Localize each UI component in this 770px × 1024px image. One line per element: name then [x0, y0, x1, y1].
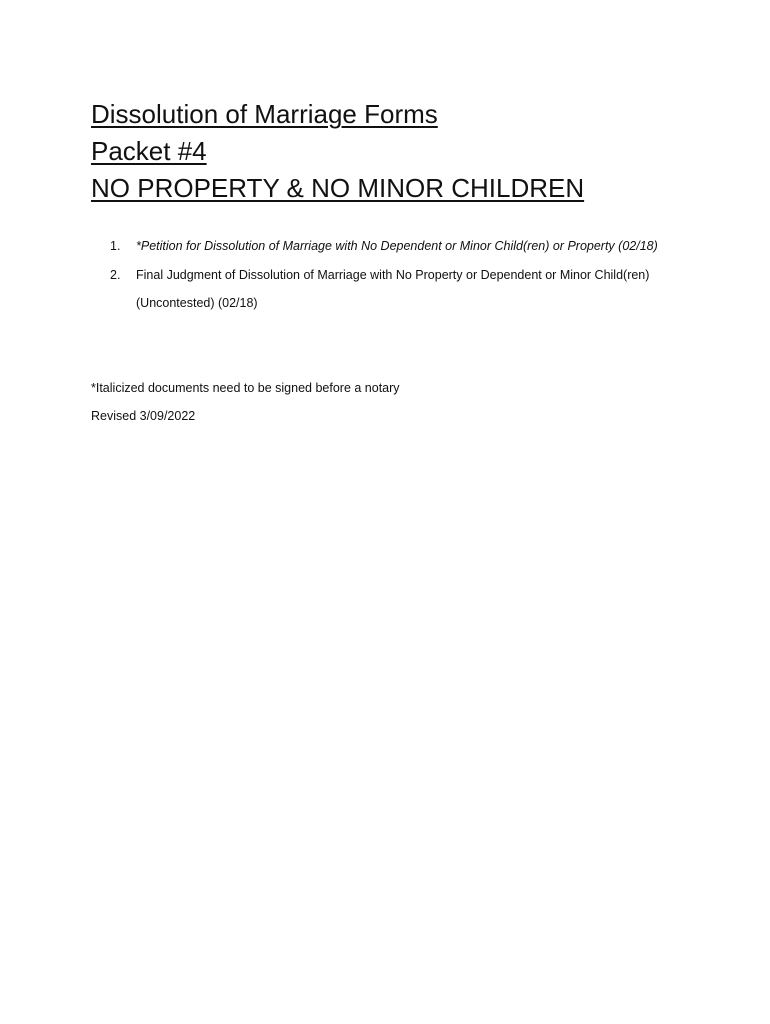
list-item: [110, 232, 710, 261]
heading-packet-type: NO PROPERTY & NO MINOR CHILDREN: [91, 173, 585, 203]
list-item: [110, 261, 710, 318]
notary-note: *Italicized documents need to be signed before a notary: [91, 381, 400, 395]
heading-title: Dissolution of Marriage Forms: [91, 99, 438, 129]
notes-block: [91, 374, 691, 430]
list-item-text: *Petition for Dissolution of Marriage with No Dependent or Minor Child(ren) or Property (02/18): [136, 239, 658, 253]
list-item-number: 2.: [110, 267, 121, 282]
heading-packet-number: Packet #4: [91, 136, 207, 166]
revision-date: Revised 3/09/2022: [91, 409, 196, 423]
packet-heading: [91, 96, 731, 207]
list-item-number: 1.: [110, 239, 121, 253]
document-list: [110, 232, 710, 318]
list-item-text: Final Judgment of Dissolution of Marriage with No Property or Dependent or Minor Child(ren) (Uncontested) (02/18): [136, 267, 650, 310]
